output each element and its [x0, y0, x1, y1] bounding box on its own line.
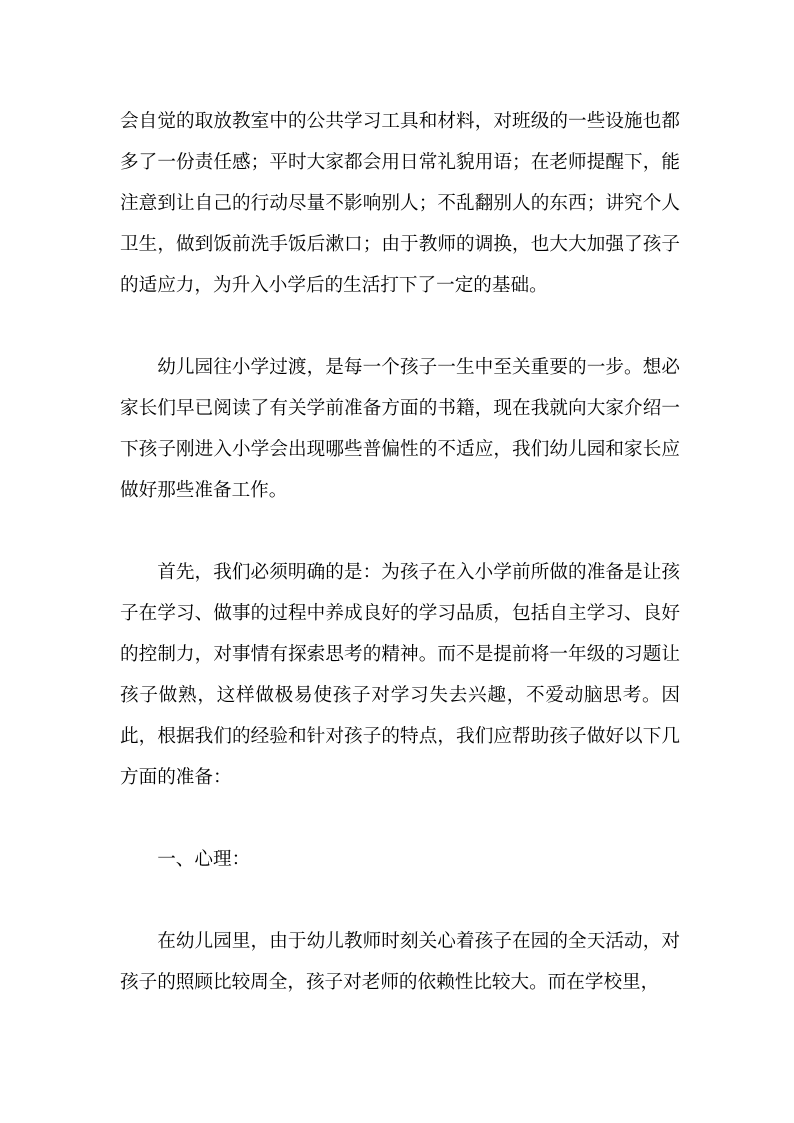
paragraph-transition-intro: 幼儿园往小学过渡，是每一个孩子一生中至关重要的一步。想必家长们早已阅读了有关学前准备方面的书籍，现在我就向大家介绍一下孩子刚进入小学会出现哪些普偏性的不适应，我们幼儿园和家长应做好那些准备工作。 — [120, 357, 680, 501]
paragraph-kindergarten-care: 在幼儿园里，由于幼儿教师时刻关心着孩子在园的全天活动，对孩子的照顾比较周全，孩子对老师的依赖性比较大。而在学校里， — [120, 931, 680, 993]
paragraph-learning-quality: 首先，我们必须明确的是：为孩子在入小学前所做的准备是让孩子在学习、做事的过程中养成良好的学习品质，包括自主学习、良好的控制力，对事情有探索思考的精神。而不是提前将一年级的习题让孩子做熟，这样做极易使孩子对学习失去兴趣，不爱动脑思考。因此，根据我们的经验和针对孩子的特点，我们应帮助孩子做好以下几方面的准备： — [120, 562, 680, 788]
paragraph-classroom-habits: 会自觉的取放教室中的公共学习工具和材料，对班级的一些设施也都多了一份责任感；平时大家都会用日常礼貌用语；在老师提醒下，能注意到让自己的行动尽量不影响别人；不乱翻别人的东西；讲究个人卫生，做到饭前洗手饭后漱口；由于教师的调换，也大大加强了孩子的适应力，为升入小学后的生活打下了一定的基础。 — [120, 111, 680, 296]
section-heading-psychology: 一、心理： — [157, 849, 251, 870]
